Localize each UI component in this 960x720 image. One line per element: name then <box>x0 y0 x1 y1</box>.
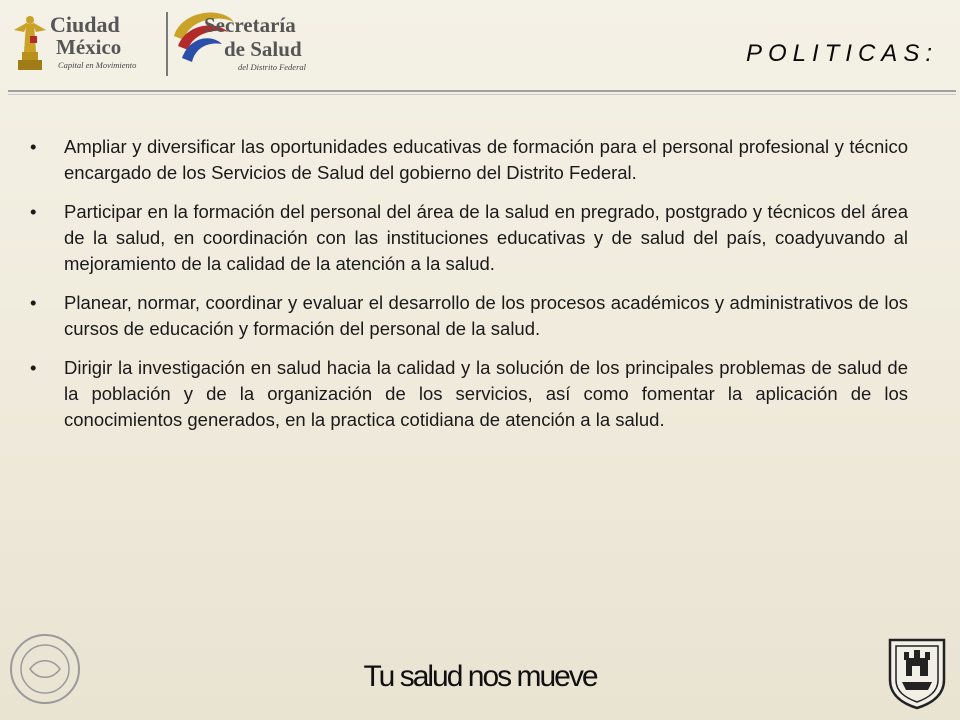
list-item-text: Ampliar y diversificar las oportunidades educativas de formación para el personal profesional y técnico encargado de los Servicios de Salud del gobierno del Distrito Federal. <box>64 136 908 183</box>
bullet-marker: • <box>30 292 37 313</box>
logo-salud-tagline: del Distrito Federal <box>238 62 306 72</box>
logo-divider <box>166 12 168 76</box>
header-divider <box>8 90 956 92</box>
coat-of-arms-icon <box>884 634 950 710</box>
logo-cdmx-line1: Ciudad <box>50 12 120 37</box>
header <box>0 0 960 100</box>
logo-salud-line1: Secretaría <box>204 13 296 37</box>
slogan: Tu salud nos mueve <box>363 660 597 693</box>
bullet-marker: • <box>30 201 37 222</box>
logo-cdmx-line2: México <box>56 35 122 59</box>
logo-secretaria-de-salud <box>172 6 332 78</box>
list-item-text: Participar en la formación del personal del área de la salud en pregrado, postgrado y técnicos del área de la salud, en coordinación con las instituciones educativas y de salud del país, coadyuvando al mejoramiento de la calidad de la atención a la salud. <box>64 201 908 274</box>
bullet-marker: • <box>30 136 37 157</box>
logo-cdmx-tagline: Capital en Movimiento <box>58 60 137 70</box>
logo-salud-line2: de Salud <box>224 37 302 61</box>
bullet-marker: • <box>30 357 37 378</box>
header-divider-thin <box>8 94 956 95</box>
list-item-text: Planear, normar, coordinar y evaluar el desarrollo de los procesos académicos y administrativos de los cursos de educación y formación del personal de la salud. <box>64 292 908 339</box>
angel-independence-icon <box>14 16 46 70</box>
policy-list <box>30 134 908 446</box>
logo-ciudad-de-mexico <box>6 2 166 78</box>
list-item <box>30 134 908 186</box>
page-title: POLITICAS: <box>745 40 938 67</box>
list-item <box>30 355 908 433</box>
list-item <box>30 199 908 277</box>
footer <box>0 620 960 720</box>
list-item <box>30 290 908 342</box>
list-item-text: Dirigir la investigación en salud hacia la calidad y la solución de los principales problemas de salud de la población y de la organización de los servicios, así como fomentar la aplicación de los conocimientos generados, en la practica cotidiana de atención a la salud. <box>64 357 908 430</box>
